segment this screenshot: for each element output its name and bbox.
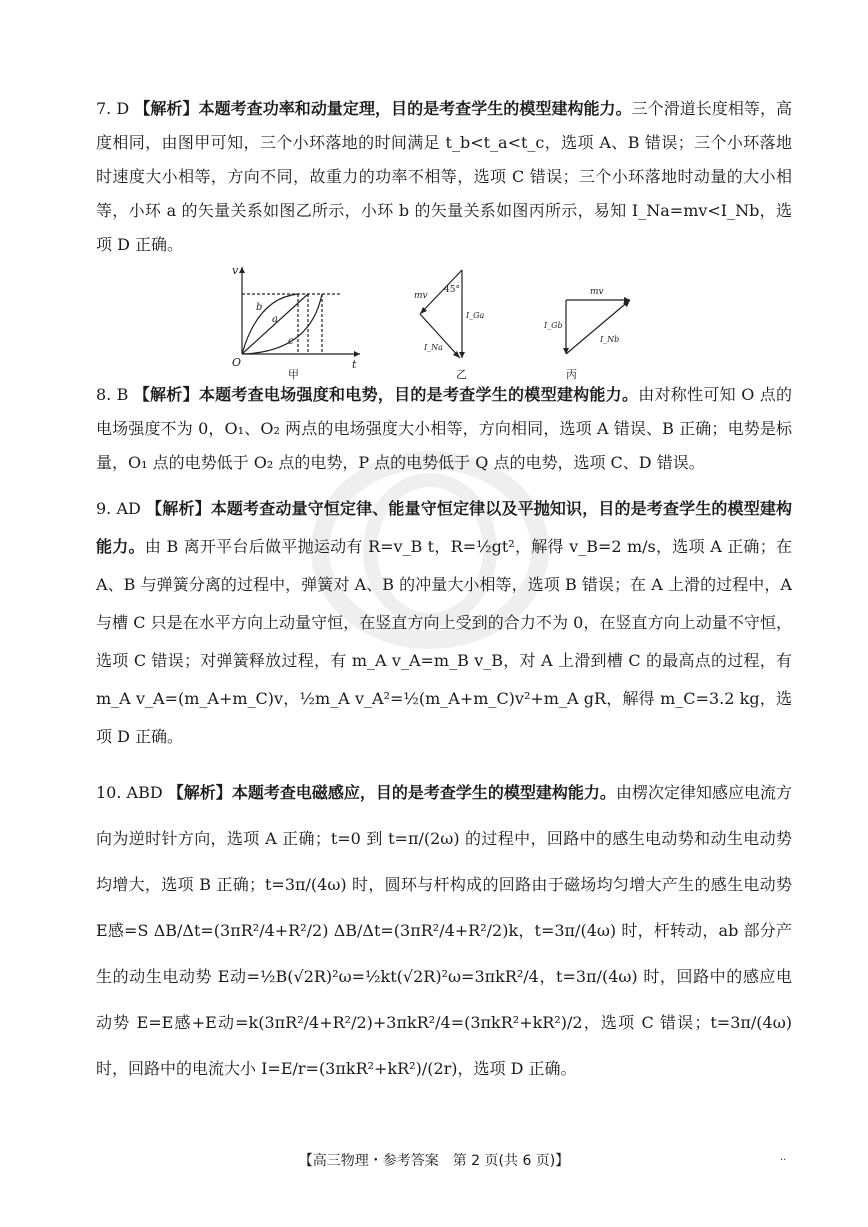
analysis-lead: 本题考查电磁感应，目的是考查学生的模型建构能力。 [231,783,616,802]
analysis-tag: 【解析】 [133,385,199,404]
axis-t-label: t [352,358,357,371]
question-8-solution [96,378,792,480]
answer-number: 8. B [96,385,129,404]
page-footer [0,1150,868,1170]
curve-b-label: b [256,302,263,313]
analysis-tag: 【解析】 [134,99,199,118]
analysis-lead: 本题考查功率和动量定理，目的是考查学生的模型建构能力。 [198,99,632,118]
analysis-tag: 【解析】 [167,783,232,802]
figures-row [230,262,650,382]
analysis-body: 由楞次定律知感应电流方向为逆时针方向，选项 A 正确；t=0 到 t=π/(2ω) 的过程中，回路中的感生电动势和动生电动势均增大，选项 B 正确；t=3π/(4ω) 时，圆环与杆构成的回路由于磁场均匀增大产生的感生电动势 E感=S ΔB/Δt=(3πR²/4+R²/2) ΔB/Δt=(3πR²/4+R²/2)k，t=3π/(4ω) 时，杆转动，ab 部分产生的动生电动势 E动=½B(√2R)²ω=½kt(√2R)²ω=3πkR²/4，t=3π/(4ω) 时，回路中的感应电动势 E=E感+E动=k(3πR²/4+R²/2)+3πkR²/4=(3πkR²+kR²)/2，选项 C 错误；t=3π/(4ω) 时，回路中的电流大小 I=E/r=(3πkR²+kR²)/(2r)，选项 D 正确。 [96,783,792,1078]
question-9-solution [96,490,792,756]
figure-jia-caption: 甲 [288,368,299,381]
bing-igb-label: I_Gb [544,321,563,330]
question-7-solution [96,92,792,262]
answer-number: 7. D [96,99,130,118]
analysis-body: 由 B 离开平台后做平抛运动有 R=v_B t，R=½gt²，解得 v_B=2 m/s，选项 A 正确；在 A、B 与弹簧分离的过程中，弹簧对 A、B 的冲量大小相等，选项 B 错误；在 A 上滑的过程中，A 与槽 C 只是在水平方向上动量守恒，在竖直方向上受到的合力不为 0，在竖直方向上动量不守恒，选项 C 错误；对弹簧释放过程，有 m_A v_A=m_B v_B，对 A 上滑到槽 C 的最高点的过程，有 m_A v_A=(m_A+m_C)v，½m_A v_A²=½(m_A+m_C)v²+m_A gR，解得 m_C=3.2 kg，选项 D 正确。 [96,537,792,746]
figure-bing [543,287,630,381]
footer-text: 【高三物理・参考答案 第 2 页(共 6 页)】 [298,1153,570,1169]
yi-ina-label: I_Na [424,343,443,352]
figure-bing-caption: 丙 [566,368,577,381]
yi-iga-label: I_Ga [466,311,485,320]
question-10-solution [96,770,792,1092]
analysis-lead: 本题考查电场强度和电势，目的是考查学生的模型建构能力。 [198,385,639,404]
figure-jia [232,264,360,381]
analysis-body: 由对称性可知 O 点的电场强度不为 0，O₁、O₂ 两点的电场强度大小相等，方向相同，选项 A 错误、B 正确；电势是标量，O₁ 点的电势低于 O₂ 点的电势，P 点的电势低于 Q 点的电势，选项 C、D 错误。 [96,385,792,472]
axis-v-label: v [232,264,239,277]
curve-c-label: c [288,336,294,347]
analysis-lead: 本题考查动量守恒定律、能量守恒定律以及平抛知识，目的是考查学生的模型建构能力。 [96,499,792,556]
answer-number: 9. AD [96,499,141,518]
yi-mv-label: mv [414,291,428,301]
bing-inb-label: I_Nb [600,335,620,344]
figures-svg [230,262,650,382]
figure-yi-caption: 乙 [456,368,467,381]
yi-angle-label: 45° [444,285,460,295]
origin-label: O [232,356,242,369]
bing-mv-label: mv [590,287,604,297]
analysis-body: 三个滑道长度相等，高度相同，由图甲可知，三个小环落地的时间满足 t_b<t_a<t_c，选项 A、B 错误；三个小环落地时速度大小相等，方向不同，故重力的功率不相等，选项 C 错误；三个小环落地时动量的大小相等，小环 a 的矢量关系如图乙所示，小环 b 的矢量关系如图丙所示，易知 I_Na=mv<I_Nb，选项 D 正确。 [96,99,792,254]
footer-dots: .. [780,1152,787,1163]
figure-yi [414,270,485,381]
answer-number: 10. ABD [96,783,163,802]
curve-a-label: a [272,314,278,325]
analysis-tag: 【解析】 [146,499,211,518]
